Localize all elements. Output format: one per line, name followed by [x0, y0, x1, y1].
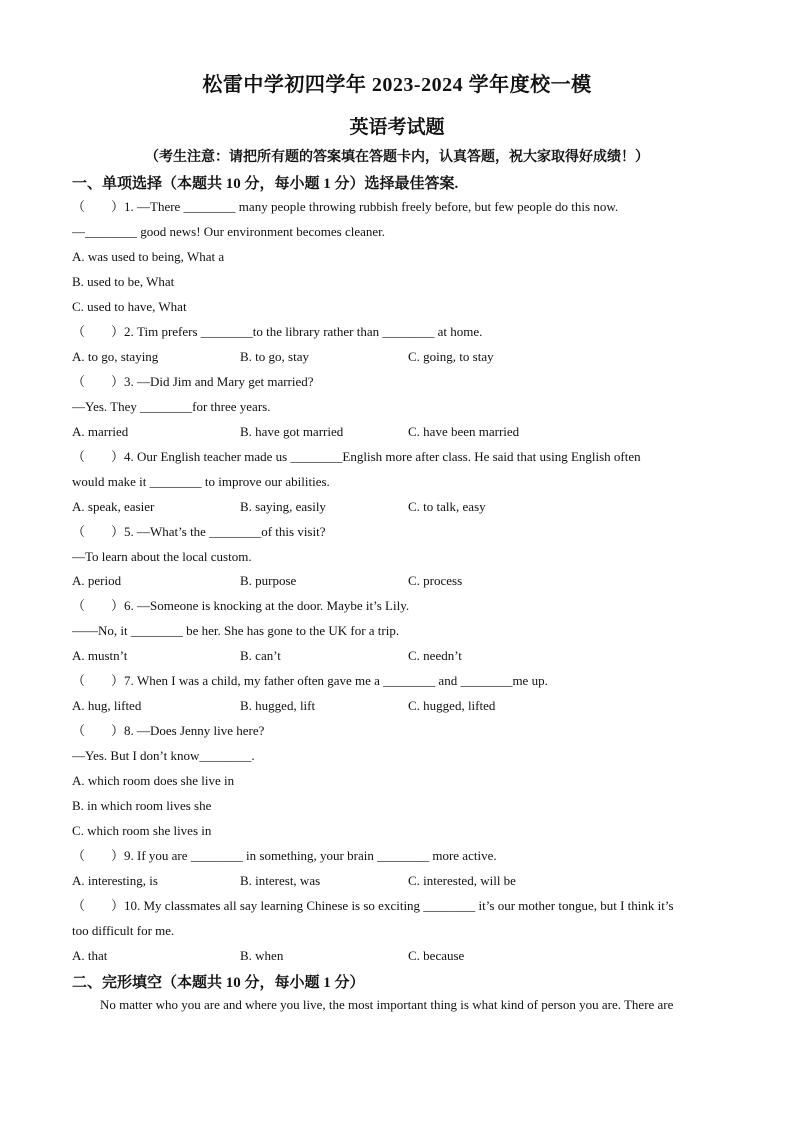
section-1-heading: 一、单项选择（本题共 10 分，每小题 1 分）选择最佳答案.: [72, 176, 459, 192]
question-7-option-c: C. hugged, lifted: [408, 698, 496, 713]
question-4-option-c: C. to talk, easy: [408, 499, 486, 514]
question-9-option-c: C. interested, will be: [408, 873, 516, 888]
question-9-option-b: B. interest, was: [240, 873, 321, 888]
question-5-option-b: B. purpose: [240, 573, 297, 588]
question-1-option-c: C. used to have, What: [72, 299, 187, 314]
question-6-option-a: A. mustn’t: [72, 648, 128, 663]
cloze-paragraph-line-1: No matter who you are and where you live, the most important thing is what kind of person you are. There are: [100, 997, 674, 1012]
question-4-stem-2: would make it ________ to improve our abilities.: [72, 474, 330, 489]
question-1-option-a: A. was used to being, What a: [72, 249, 225, 264]
question-7-option-a: A. hug, lifted: [72, 698, 142, 713]
question-3-stem-2: —Yes. They ________for three years.: [72, 399, 271, 414]
question-5-stem: （ ）5. —What’s the ________of this visit?: [72, 524, 326, 539]
question-3-option-b: B. have got married: [240, 424, 344, 439]
question-8-stem-2: —Yes. But I don’t know________.: [72, 748, 255, 763]
question-1-stem: （ ）1. —There ________ many people throwing rubbish freely before, but few people do this now.: [72, 199, 619, 214]
question-1-stem-2: —________ good news! Our environment becomes cleaner.: [72, 224, 386, 239]
question-3-stem: （ ）3. —Did Jim and Mary get married?: [72, 374, 314, 389]
question-8-option-a: A. which room does she live in: [72, 773, 235, 788]
question-4-option-b: B. saying, easily: [240, 499, 326, 514]
question-9-option-a: A. interesting, is: [72, 873, 158, 888]
question-2-option-a: A. to go, staying: [72, 349, 159, 364]
question-9-stem: （ ）9. If you are ________ in something, your brain ________ more active.: [72, 848, 497, 863]
question-10-option-c: C. because: [408, 948, 465, 963]
exam-title: 松雷中学初四学年 2023-2024 学年度校一模: [202, 74, 592, 96]
question-6-option-c: C. needn’t: [408, 648, 462, 663]
question-1-option-b: B. used to be, What: [72, 274, 175, 289]
question-10-stem: （ ）10. My classmates all say learning Chinese is so exciting ________ it’s our mother tongue, but I think it’s: [72, 898, 674, 913]
question-2-option-c: C. going, to stay: [408, 349, 494, 364]
exam-subject: 英语考试题: [349, 117, 445, 138]
question-8-stem: （ ）8. —Does Jenny live here?: [72, 723, 265, 738]
question-6-stem-2: ——No, it ________ be her. She has gone to the UK for a trip.: [72, 623, 400, 638]
question-8-option-b: B. in which room lives she: [72, 798, 212, 813]
question-10-stem-2: too difficult for me.: [72, 923, 175, 938]
question-2-option-b: B. to go, stay: [240, 349, 309, 364]
question-7-option-b: B. hugged, lift: [240, 698, 316, 713]
question-3-option-c: C. have been married: [408, 424, 520, 439]
question-4-stem: （ ）4. Our English teacher made us ________English more after class. He said that using English often: [72, 449, 641, 464]
question-5-stem-2: —To learn about the local custom.: [72, 549, 252, 564]
question-5-option-a: A. period: [72, 573, 122, 588]
question-2-stem: （ ）2. Tim prefers ________to the library rather than ________ at home.: [72, 324, 483, 339]
question-4-option-a: A. speak, easier: [72, 499, 155, 514]
section-2-heading: 二、完形填空（本题共 10 分，每小题 1 分）: [72, 975, 365, 991]
question-3-option-a: A. married: [72, 424, 129, 439]
question-10-option-b: B. when: [240, 948, 284, 963]
question-5-option-c: C. process: [408, 573, 463, 588]
question-6-option-b: B. can’t: [240, 648, 281, 663]
question-7-stem: （ ）7. When I was a child, my father often gave me a ________ and ________me up.: [72, 673, 548, 688]
question-10-option-a: A. that: [72, 948, 108, 963]
question-8-option-c: C. which room she lives in: [72, 823, 212, 838]
exam-notice: （考生注意：请把所有题的答案填在答题卡内，认真答题，祝大家取得好成绩！）: [145, 150, 649, 165]
question-6-stem: （ ）6. —Someone is knocking at the door. Maybe it’s Lily.: [72, 598, 410, 613]
